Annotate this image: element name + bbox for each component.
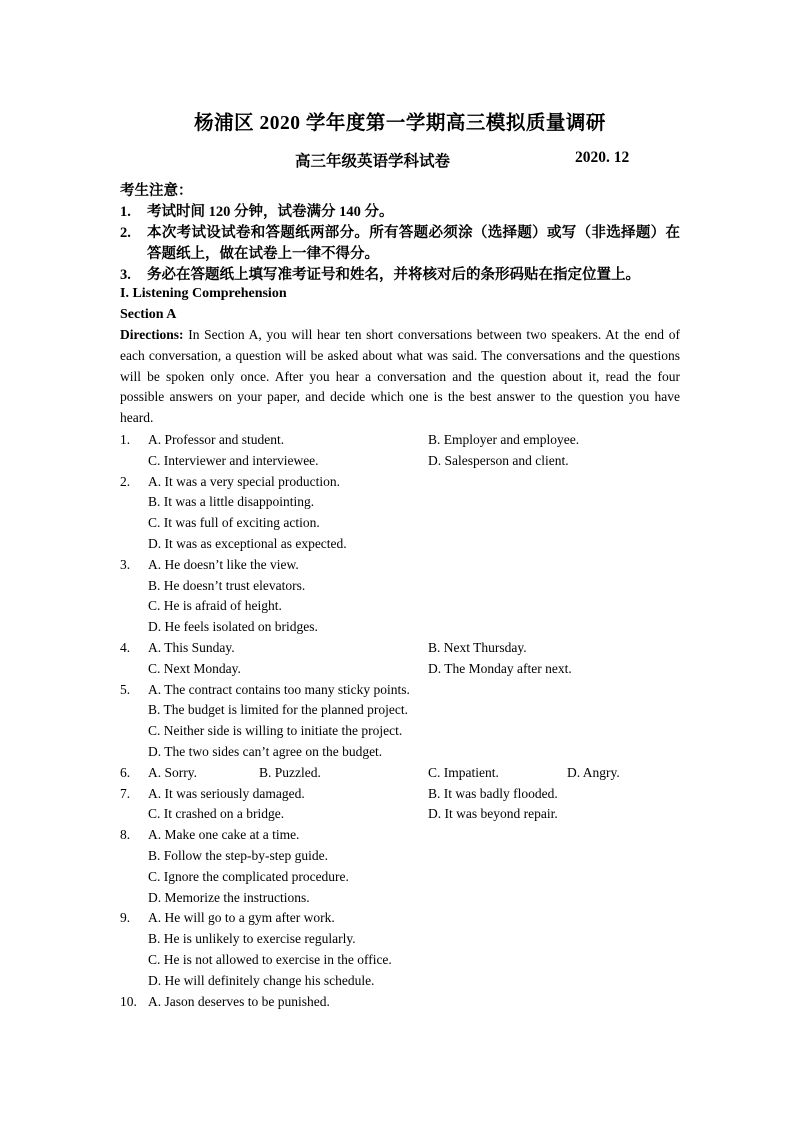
question-row: [120, 888, 680, 909]
question-number: 1.: [120, 432, 131, 447]
question-row: [120, 825, 680, 846]
question-row: [120, 867, 680, 888]
option-d: D. He feels isolated on bridges.: [148, 619, 318, 635]
question-row: [120, 971, 680, 992]
question-row: [120, 950, 680, 971]
option-d: D. The two sides can’t agree on the budget.: [148, 743, 383, 759]
question-number: 9.: [120, 910, 131, 926]
option-b: B. He is unlikely to exercise regularly.: [148, 931, 356, 947]
option-d: D. The Monday after next.: [428, 660, 572, 676]
option-b: B. It was badly flooded.: [428, 785, 558, 801]
notice-text: 考试时间 120 分钟，试卷满分 140 分。: [147, 204, 394, 220]
option-b: B. The budget is limited for the planned project.: [148, 702, 408, 718]
notice-item: [120, 223, 680, 265]
question-row: [120, 472, 680, 493]
option-c: C. Next Monday.: [148, 660, 241, 676]
option-c: C. Neither side is willing to initiate the project.: [148, 723, 403, 739]
question-row: [120, 596, 680, 617]
question-number: 4.: [120, 639, 131, 655]
option-c: C. He is afraid of height.: [148, 598, 282, 614]
option-a: A. Jason deserves to be punished.: [148, 993, 330, 1009]
question-number: 10.: [120, 993, 137, 1009]
question-row: [120, 908, 680, 929]
question-row: [120, 721, 680, 742]
question-row: [120, 492, 680, 513]
candidate-notice: [120, 181, 680, 286]
question-row: [120, 638, 680, 659]
option-a: A. He doesn’t like the view.: [148, 556, 299, 572]
option-d: D. It was beyond repair.: [428, 806, 558, 822]
option-b: B. Employer and employee.: [428, 432, 580, 447]
option-c: C. Ignore the complicated procedure.: [148, 868, 349, 884]
question-row: [120, 763, 680, 784]
notice-number: 3.: [120, 267, 131, 283]
option-b: B. He doesn’t trust elevators.: [148, 577, 306, 593]
option-c: C. Impatient.: [428, 764, 499, 780]
question-number: 6.: [120, 764, 131, 780]
option-c: C. Interviewer and interviewee.: [148, 452, 319, 468]
question-row: [120, 617, 680, 638]
question-row: [120, 513, 680, 534]
notice-item: [120, 202, 680, 223]
question-row: [120, 680, 680, 701]
question-row: [120, 742, 680, 763]
directions-label: Directions:: [120, 327, 184, 342]
question-number: 5.: [120, 681, 131, 697]
question-number: 8.: [120, 827, 131, 843]
option-a: A. The contract contains too many sticky points.: [148, 681, 410, 697]
question-row: [120, 700, 680, 721]
option-a: A. Make one cake at a time.: [148, 827, 300, 843]
exam-date: 2020. 12: [575, 149, 630, 166]
question-list: [120, 430, 680, 1012]
directions-paragraph: [120, 325, 680, 429]
section-title: Section A: [120, 306, 177, 322]
option-b: B. It was a little disappointing.: [148, 494, 315, 510]
notice-item: [120, 265, 680, 286]
question-row: [120, 659, 680, 680]
question-row: [120, 430, 680, 451]
question-row: [120, 784, 680, 805]
question-row: [120, 576, 680, 597]
option-a: A. He will go to a gym after work.: [148, 910, 335, 926]
option-c: C. It was full of exciting action.: [148, 515, 320, 531]
option-d: D. Angry.: [567, 764, 620, 780]
option-d: D. It was as exceptional as expected.: [148, 535, 347, 551]
question-number: 2.: [120, 473, 131, 489]
option-d: D. He will definitely change his schedule.: [148, 972, 375, 988]
question-row: [120, 555, 680, 576]
option-b: B. Next Thursday.: [428, 639, 527, 655]
option-b: B. Follow the step-by-step guide.: [148, 847, 328, 863]
question-number: 3.: [120, 556, 131, 572]
notice-heading: 考生注意：: [120, 183, 193, 199]
option-a: A. It was seriously damaged.: [148, 785, 305, 801]
option-a: A. Professor and student.: [148, 432, 285, 447]
option-d: D. Salesperson and client.: [428, 452, 569, 468]
part-title: I. Listening Comprehension: [120, 286, 287, 301]
option-a: A. This Sunday.: [148, 639, 235, 655]
question-row: [120, 846, 680, 867]
option-c: C. It crashed on a bridge.: [148, 806, 285, 822]
option-a: A. Sorry.: [148, 764, 197, 780]
listening-section: [120, 284, 680, 429]
question-row: [120, 992, 680, 1013]
question-number: 7.: [120, 785, 131, 801]
question-row: [120, 534, 680, 555]
question-row: [120, 804, 680, 825]
notice-text: 本次考试设试卷和答题纸两部分。所有答题必须涂（选择题）或写（非选择题）在答题纸上，做在试卷上一律不得分。: [147, 225, 680, 262]
option-c: C. He is not allowed to exercise in the office.: [148, 951, 392, 967]
notice-text: 务必在答题纸上填写准考证号和姓名，并将核对后的条形码贴在指定位置上。: [147, 267, 640, 283]
option-a: A. It was a very special production.: [148, 473, 340, 489]
option-d: D. Memorize the instructions.: [148, 889, 310, 905]
directions-text: In Section A, you will hear ten short conversations between two speakers. At the end of each conversation, a question will be asked about what was said. The conversations and the questions will be spoken only once. After you hear a conversation and the question about it, read the four possible answers on your paper, and decide which one is the best answer to the question you have heard.: [120, 327, 680, 426]
notice-number: 1.: [120, 204, 131, 220]
question-row: [120, 929, 680, 950]
exam-subtitle: 高三年级英语学科试卷: [295, 153, 451, 170]
exam-title: 杨浦区 2020 学年度第一学期高三模拟质量调研: [194, 113, 606, 134]
question-row: [120, 451, 680, 472]
option-b: B. Puzzled.: [259, 764, 321, 780]
notice-number: 2.: [120, 225, 131, 241]
